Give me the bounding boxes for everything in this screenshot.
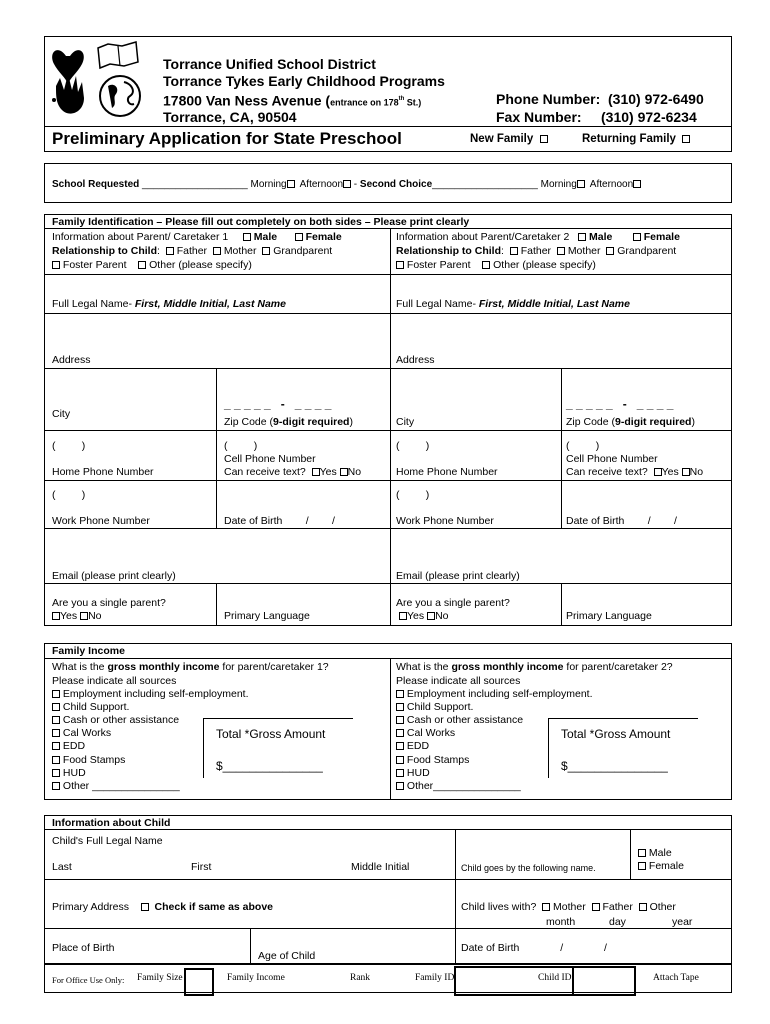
parent1-female-checkbox[interactable] (295, 233, 303, 241)
second-choice-morning-checkbox[interactable] (577, 180, 585, 188)
income2-edd-checkbox[interactable] (396, 742, 404, 750)
income1-child-support-checkbox[interactable] (52, 703, 60, 711)
child-place-of-birth-field[interactable]: Place of Birth (52, 942, 115, 954)
income1-other-checkbox[interactable] (52, 782, 60, 790)
income1-hud: HUD (52, 767, 86, 779)
income1-total-amount[interactable]: $_______________ (216, 759, 323, 773)
dob-day-label: day (609, 916, 626, 928)
child-male-checkbox[interactable] (638, 849, 646, 857)
income1-employment-checkbox[interactable] (52, 690, 60, 698)
income2-cash: Cash or other assistance (396, 714, 523, 726)
parent2-mother-checkbox[interactable] (557, 247, 565, 255)
income2-total-amount[interactable]: $_______________ (561, 759, 668, 773)
income2-hud-checkbox[interactable] (396, 769, 404, 777)
dob-month-label: month (546, 916, 576, 928)
child-dob-field[interactable]: Date of Birth / / (461, 942, 607, 954)
returning-family-option: Returning Family (582, 133, 690, 145)
district-address-line2: Torrance, CA, 90504 (163, 109, 297, 125)
office-attach-tape-label: Attach Tape (653, 973, 699, 983)
child-first-name-field[interactable]: First (191, 861, 212, 873)
parent1-address-field[interactable]: Address (52, 354, 91, 366)
parent2-male-checkbox[interactable] (578, 233, 586, 241)
income2-child-support: Child Support. (396, 701, 473, 713)
parent2-language-field[interactable]: Primary Language (566, 610, 652, 622)
child-info-header: Information about Child (52, 817, 171, 829)
parent2-full-name-field[interactable]: Full Legal Name- First, Middle Initial, Last Name (396, 298, 630, 310)
parent2-dob-field[interactable]: Date of Birth / / (566, 515, 677, 527)
child-lives-with-row: Child lives with? Mother Father Other (461, 901, 676, 913)
income2-food-stamps-checkbox[interactable] (396, 756, 404, 764)
parent1-male-checkbox[interactable] (243, 233, 251, 241)
income2-cash-checkbox[interactable] (396, 716, 404, 724)
parent2-relationship-row: Relationship to Child: Father Mother Grandparent (396, 245, 677, 257)
parent2-relationship-row2: Foster Parent Other (please specify) (396, 259, 596, 271)
parent2-work-phone-field[interactable]: Work Phone Number (396, 515, 494, 527)
district-logo (48, 38, 154, 122)
income1-calworks-checkbox[interactable] (52, 729, 60, 737)
office-rank-label: Rank (350, 973, 371, 983)
new-family-checkbox[interactable] (540, 135, 548, 143)
parent2-cell-phone-area[interactable]: ( ) (566, 440, 600, 452)
income1-calworks: Cal Works (52, 727, 111, 739)
income1-edd: EDD (52, 740, 85, 752)
district-name: Torrance Unified School District (163, 56, 376, 72)
parent1-zip-label: Zip Code (9-digit required) (224, 416, 353, 428)
office-family-id-label: Family ID (415, 973, 455, 983)
office-family-size-label: Family Size (137, 973, 183, 983)
parent2-text-yes-checkbox[interactable] (654, 468, 662, 476)
child-middle-initial-field[interactable]: Middle Initial (351, 861, 410, 873)
income2-employment-checkbox[interactable] (396, 690, 404, 698)
parent2-single-yes-checkbox[interactable] (399, 612, 407, 620)
parent2-zip-label: Zip Code (9-digit required) (566, 416, 695, 428)
parent1-other-checkbox[interactable] (138, 261, 146, 269)
income-sources-label-1: Please indicate all sources (52, 675, 177, 687)
parent2-home-phone-field[interactable]: Home Phone Number (396, 466, 498, 478)
income2-calworks-checkbox[interactable] (396, 729, 404, 737)
income1-hud-checkbox[interactable] (52, 769, 60, 777)
parent2-single-parent-label: Are you a single parent? (396, 597, 510, 609)
parent2-female-checkbox[interactable] (633, 233, 641, 241)
income2-hud: HUD (396, 767, 430, 779)
income2-food-stamps: Food Stamps (396, 754, 469, 766)
child-male-option: Male (638, 847, 672, 859)
same-address-checkbox[interactable] (141, 903, 149, 911)
dob-year-label: year (672, 916, 693, 928)
page-title: Preliminary Application for State Preschool (52, 129, 402, 148)
income1-cash: Cash or other assistance (52, 714, 179, 726)
child-age-field[interactable]: Age of Child (258, 950, 316, 962)
child-primary-address-row: Primary Address Check if same as above (52, 901, 274, 913)
parent1-text-no-checkbox[interactable] (340, 468, 348, 476)
parent1-home-phone-field[interactable]: Home Phone Number (52, 466, 154, 478)
income1-child-support: Child Support. (52, 701, 129, 713)
parent2-info-row: Information about Parent/Caretaker 2 Male Female (396, 231, 680, 243)
parent2-text-no-checkbox[interactable] (682, 468, 690, 476)
second-choice-field[interactable]: ___________________ (432, 179, 538, 190)
parent1-work-phone-field[interactable]: Work Phone Number (52, 515, 150, 527)
parent1-cell-phone-field[interactable]: Cell Phone Number (224, 453, 316, 465)
child-primary-address-field[interactable]: Primary Address (52, 901, 130, 913)
parent2-foster-checkbox[interactable] (396, 261, 404, 269)
parent2-home-phone-area[interactable]: ( ) (396, 440, 430, 452)
parent1-single-parent-label: Are you a single parent? (52, 597, 166, 609)
family-income-header: Family Income (52, 645, 125, 657)
child-preferred-name-field[interactable]: Child goes by the following name. (461, 863, 596, 873)
child-female-checkbox[interactable] (638, 862, 646, 870)
family-identification-header: Family Identification – Please fill out completely on both sides – Please print clearly (52, 216, 470, 228)
parent2-address-field[interactable]: Address (396, 354, 435, 366)
child-last-name-field[interactable]: Last (52, 861, 72, 873)
parent1-text-row: Can receive text? Yes No (224, 466, 362, 478)
program-name: Torrance Tykes Early Childhood Programs (163, 73, 445, 89)
income2-edd: EDD (396, 740, 429, 752)
parent2-single-no-checkbox[interactable] (427, 612, 435, 620)
income1-cash-checkbox[interactable] (52, 716, 60, 724)
parent1-dob-field[interactable]: Date of Birth / / (224, 515, 335, 527)
district-address-line1: 17800 Van Ness Avenue (entrance on 178th St.) (163, 92, 422, 109)
lives-with-other-checkbox[interactable] (639, 903, 647, 911)
income-question-parent2: What is the gross monthly income for parent/caretaker 2? (396, 661, 673, 673)
returning-family-checkbox[interactable] (682, 135, 690, 143)
parent1-single-parent-options: Yes No (52, 610, 102, 622)
income1-total-label: Total *Gross Amount (216, 727, 326, 741)
lives-with-mother-checkbox[interactable] (542, 903, 550, 911)
income2-calworks: Cal Works (396, 727, 455, 739)
office-use-label: For Office Use Only: (52, 975, 125, 985)
parent1-single-no-checkbox[interactable] (80, 612, 88, 620)
parent2-cell-phone-field[interactable]: Cell Phone Number (566, 453, 658, 465)
office-family-size-box[interactable] (184, 968, 214, 996)
parent1-single-yes-checkbox[interactable] (52, 612, 60, 620)
parent1-city-field[interactable]: City (52, 408, 71, 420)
parent1-cell-phone-area[interactable]: ( ) (224, 440, 258, 452)
income2-other-checkbox[interactable] (396, 782, 404, 790)
income1-food-stamps-checkbox[interactable] (52, 756, 60, 764)
parent2-single-parent-options: Yes No (399, 610, 449, 622)
income2-employment: Employment including self-employment. (396, 688, 593, 700)
parent1-zip-blank[interactable]: _ _ _ _ _ - _ _ _ _ (224, 397, 332, 411)
parent2-father-checkbox[interactable] (510, 247, 518, 255)
phone-number: Phone Number: (310) 972-6490 (496, 91, 704, 107)
parent1-language-field[interactable]: Primary Language (224, 610, 310, 622)
income2-other: Other_______________ (396, 780, 521, 792)
income1-other: Other _______________ (52, 780, 180, 792)
parent1-email-field[interactable]: Email (please print clearly) (52, 570, 176, 582)
parent1-full-name-field[interactable]: Full Legal Name- First, Middle Initial, Last Name (52, 298, 286, 310)
second-choice-afternoon-checkbox[interactable] (633, 180, 641, 188)
income1-edd-checkbox[interactable] (52, 742, 60, 750)
parent1-text-yes-checkbox[interactable] (312, 468, 320, 476)
parent1-mother-checkbox[interactable] (213, 247, 221, 255)
parent1-relationship-row: Relationship to Child: Father Mother Grandparent (52, 245, 333, 257)
parent1-home-phone-area[interactable]: ( ) (52, 440, 86, 452)
parent1-relationship-row2: Foster Parent Other (please specify) (52, 259, 252, 271)
income2-child-support-checkbox[interactable] (396, 703, 404, 711)
child-female-option: Female (638, 860, 684, 872)
income1-employment: Employment including self-employment. (52, 688, 249, 700)
office-child-id-box[interactable] (572, 966, 636, 996)
parent2-work-phone-area[interactable]: ( ) (396, 489, 430, 501)
office-child-id-label: Child ID (538, 973, 572, 983)
income2-total-label: Total *Gross Amount (561, 727, 671, 741)
first-choice-afternoon-checkbox[interactable] (343, 180, 351, 188)
child-full-name-label: Child's Full Legal Name (52, 835, 163, 847)
parent2-grandparent-checkbox[interactable] (606, 247, 614, 255)
parent1-work-phone-area[interactable]: ( ) (52, 489, 86, 501)
fax-number: Fax Number: (310) 972-6234 (496, 109, 697, 125)
parent1-grandparent-checkbox[interactable] (262, 247, 270, 255)
first-choice-morning-checkbox[interactable] (287, 180, 295, 188)
income-sources-label-2: Please indicate all sources (396, 675, 521, 687)
parent1-foster-checkbox[interactable] (52, 261, 60, 269)
income1-food-stamps: Food Stamps (52, 754, 125, 766)
parent2-email-field[interactable]: Email (please print clearly) (396, 570, 520, 582)
parent2-city-field[interactable]: City (396, 416, 415, 428)
parent2-zip-blank[interactable]: _ _ _ _ _ - _ _ _ _ (566, 397, 674, 411)
parent1-info-row: Information about Parent/ Caretaker 1 Male Female (52, 231, 342, 243)
parent2-text-row: Can receive text? Yes No (566, 466, 704, 478)
school-request-row: School Requested ___________________ Morning Afternoon - Second Choice___________________ Morning Afternoon (52, 179, 641, 191)
parent1-father-checkbox[interactable] (166, 247, 174, 255)
title-divider (44, 126, 732, 127)
lives-with-father-checkbox[interactable] (592, 903, 600, 911)
parent2-other-checkbox[interactable] (482, 261, 490, 269)
school-requested-field[interactable]: ___________________ (142, 179, 248, 190)
office-family-income-label: Family Income (227, 973, 285, 983)
income-question-parent1: What is the gross monthly income for parent/caretaker 1? (52, 661, 329, 673)
new-family-option: New Family (470, 133, 548, 145)
